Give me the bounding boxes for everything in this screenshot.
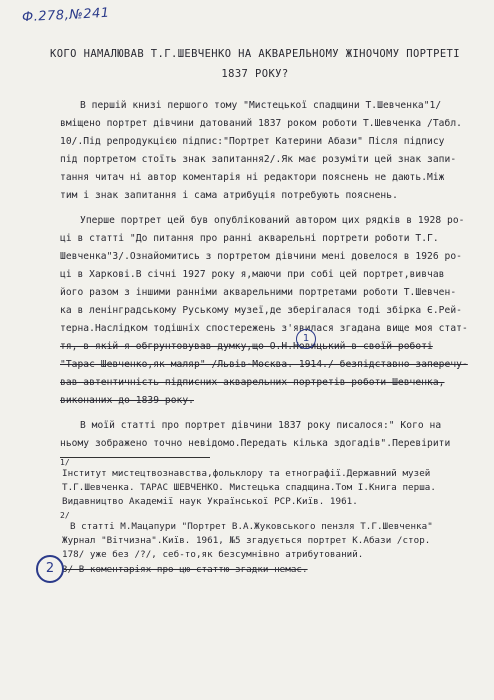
body-line: ці в Харкові.В січні 1927 року я,маючи при собі цей портрет,вивчав	[60, 269, 445, 280]
footnote-line: 178/ уже без /?/, себ-то,як безсумнівно атрибутований.	[62, 549, 364, 560]
body-line: В першій книзі першого тому "Мистецької спадщини Т.Шевченка"1/	[80, 100, 442, 111]
margin-circle-mark: 2	[36, 555, 64, 583]
footnote-marker: 1/	[60, 458, 70, 467]
body-line: Уперше портрет цей був опублікований автором цих рядків в 1928 ро-	[80, 215, 465, 226]
footnote-line-struck: 3/ В коментаріях про цю статтю згадки немає.	[62, 564, 308, 575]
body-line: тим і знак запитання і сама атрибуція потребують пояснень.	[60, 190, 398, 201]
body-line: вміщено портрет дівчини датований 1837 роком роботи Т.Шевченка /Табл.	[60, 118, 462, 129]
footnote-marker: 2/	[60, 511, 70, 520]
footnote-separator	[60, 457, 210, 458]
body-line-struck: тя, в якій я обгрунтовував думку,що О.Н.Новицький в своїй роботі	[60, 341, 433, 352]
footnote-line: Т.Г.Шевченка. ТАРАС ШЕВЧЕНКО. Мистецька спадщина.Том І.Книга перша.	[62, 482, 436, 493]
body-line: ка в ленінградському Руському музеї,де зберігалася тоді збірка Є.Рей-	[60, 305, 462, 316]
body-line: ньому зображено точно невідомо.Передать кілька здогадів".Перевірити	[60, 438, 451, 449]
footnote-line: В статті М.Мацапури "Портрет В.А.Жуковського пензля Т.Г.Шевченка"	[70, 521, 433, 532]
body-line: ці в статті "До питання про ранні акварельні портрети роботи Т.Г.	[60, 233, 439, 244]
footnote-line: Інститут мистецтвознавства,фольклору та етнографії.Державний музей	[62, 468, 431, 479]
margin-circle-mark: 1	[296, 329, 316, 349]
body-line: терна.Наслідком тодішніх спостережень з'явилася згадана вище моя стат-	[60, 323, 468, 334]
body-line-struck: виконаних до 1839 року.	[60, 395, 194, 406]
archive-mark: Ф.278,№241	[21, 5, 110, 26]
title-line-1: КОГО НАМАЛЮВАВ Т.Г.ШЕВЧЕНКО НА АКВАРЕЛЬНОМУ ЖІНОЧОМУ ПОРТРЕТІ	[49, 48, 460, 60]
body-line: В моїй статті про портрет дівчини 1837 року писалося:" Кого на	[80, 420, 442, 431]
body-line: тання читач ні автор коментарія ні редактори пояснень не дають.Між	[60, 172, 445, 183]
footnote-line: Видавництво Академії наук Української РСР.Київ. 1961.	[62, 496, 358, 507]
body-line: Шевченка"3/.Ознайомитись з портретом дівчини мені довелося в 1926 ро-	[60, 251, 462, 262]
body-line: під портретом стоїть знак запитання2/.Як має розуміти цей знак запи-	[60, 154, 457, 165]
body-line: його разом з іншими ранніми акварельними портретами роботи Т.Шевчен-	[60, 287, 457, 298]
footnote-line: Журнал "Вітчизна".Київ. 1961, №5 згадується портрет К.Абази /стор.	[62, 535, 431, 546]
body-line-struck: вав автентичність підписних акварельних портретів роботи Шевченка,	[60, 377, 445, 388]
body-line: 10/.Під репродукцією підпис:"Портрет Катерини Абази" Після підпису	[60, 136, 445, 147]
body-line-struck: "Тарас Шевченко,як маляр" /Львів-Москва. 1914./ безпідставно заперечу-	[60, 359, 468, 370]
title-line-2: 1837 РОКУ?	[221, 68, 289, 80]
